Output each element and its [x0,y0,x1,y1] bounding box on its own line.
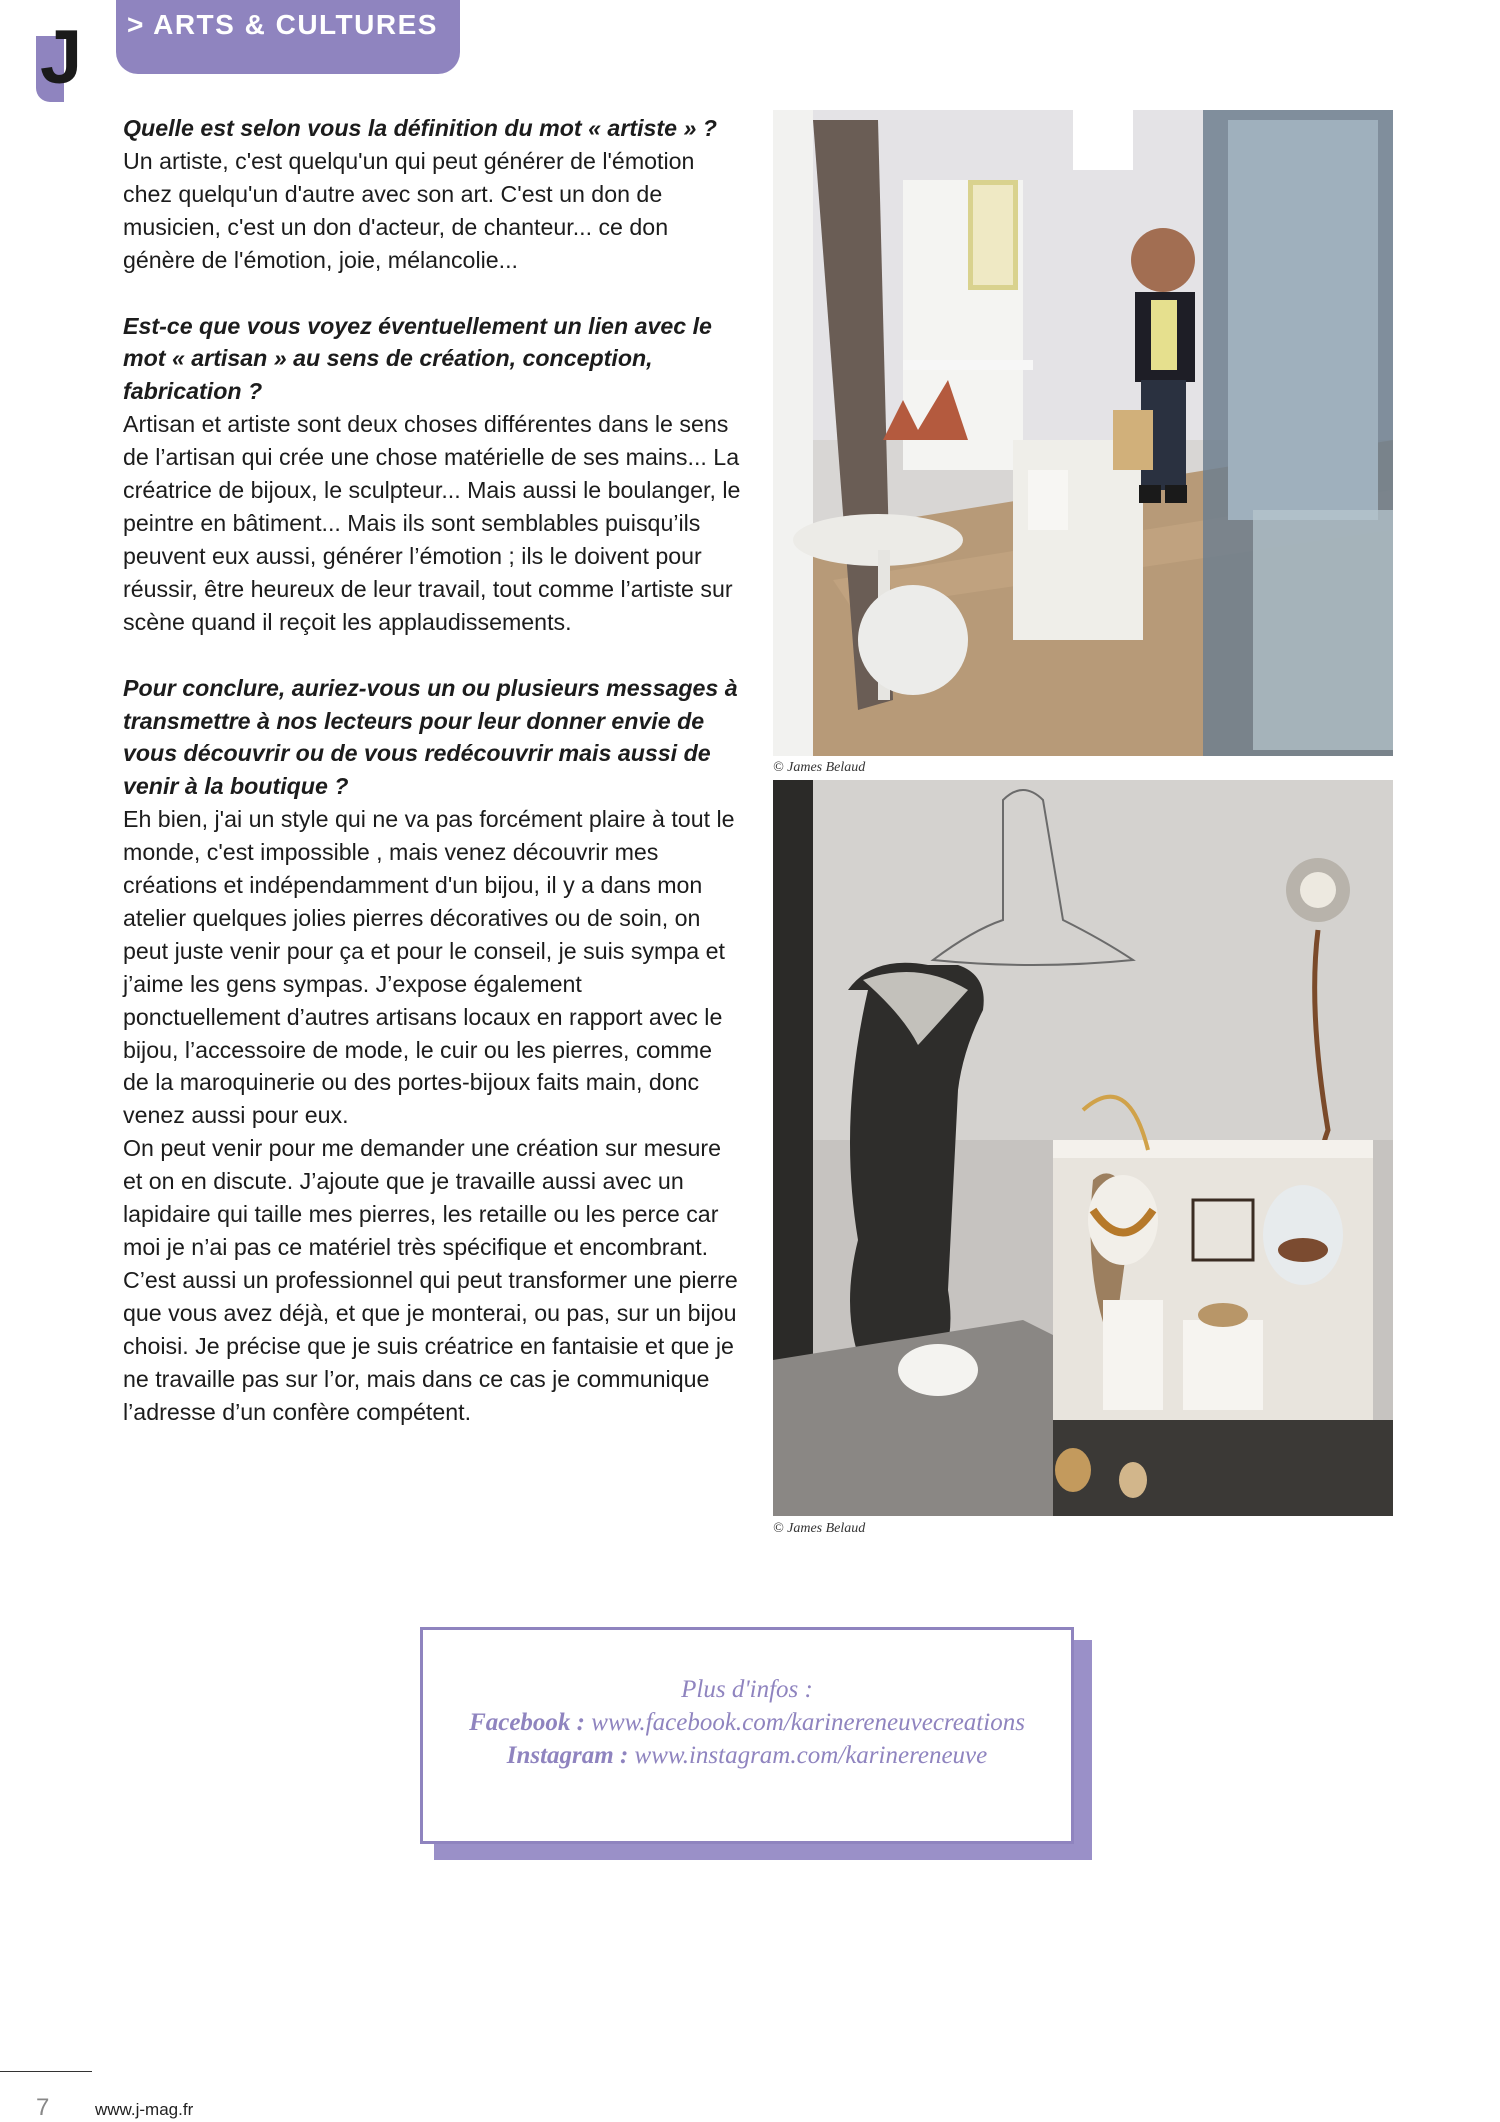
answer-3-paragraph-2: On peut venir pour me demander une création sur mesure et on en discute. J’ajoute que je travaille aussi avec un lapidaire qui taille mes pierres, les retaille ou les perce car moi je n’ai pas ce matériel très spécifique et encombrant. C’est aussi un professionnel qui peut transformer une pierre que vous avez déjà, et que je monterai, ou pas, sur un bijou choisi. Je précise que je suis créatrice en fantaisie et que je ne travaille pas sur l’or, mais dans ce cas je communique l’adresse d’un confère compétent. [123,1135,738,1425]
photo-credit-1: © James Belaud [773,760,866,775]
page-number: 7 [36,2094,50,2121]
info-title: Plus d'infos : [681,1676,813,1703]
jewelry-display-photo [773,780,1393,1516]
answer-3-paragraph-1: Eh bien, j'ai un style qui ne va pas forcément plaire à tout le monde, c'est impossible , mais venez découvrir mes créations et indépendamment d'un bijou, il y a dans mon atelier quelques jolies pierres décoratives ou de soin, on peut juste venir pour ça et pour le conseil, je suis sympa et j’aime les gens sympas. J’expose également ponctuellement d’autres artisans locaux en rapport avec le bijou, l’accessoire de mode, le cuir ou les pierres, comme de la maroquinerie ou des portes-bijoux faits main, donc venez aussi pour eux. [123,806,735,1129]
magazine-logo: J [40,15,83,100]
footer-rule [0,2071,92,2072]
instagram-line [423,1739,1071,1772]
question-1: Quelle est selon vous la définition du mot « artiste » ? [123,115,717,141]
info-box [420,1627,1074,1844]
article-body [123,112,741,1428]
facebook-link[interactable]: www.facebook.com/karinereneuvecreations [585,1709,1025,1736]
question-3: Pour conclure, auriez-vous un ou plusieurs messages à transmettre à nos lecteurs pour leur donner envie de vous découvrir ou de vous redécouvrir mais aussi de venir à la boutique ? [123,674,738,800]
shop-interior-photo [773,110,1393,756]
facebook-label: Facebook : [469,1709,586,1736]
facebook-line [423,1706,1071,1739]
section-label: > ARTS & CULTURES [127,9,438,40]
answer-1: Un artiste, c'est quelqu'un qui peut générer de l'émotion chez quelqu'un d'autre avec son art. C'est un don de musicien, c'est un don d'acteur, de chanteur... ce don génère de l'émotion, joie, mélancolie... [123,147,695,273]
answer-2: Artisan et artiste sont deux choses différentes dans le sens de l’artisan qui crée une chose matérielle de ses mains... La créatrice de bijoux, le sculpteur... Mais aussi le boulanger, le peintre en bâtiment... Mais ils sont semblables puisqu’ils peuvent eux aussi, générer l’émotion ; ils le doivent pour réussir, être heureux de leur travail, tout comme l’artiste sur scène quand il reçoit les applaudissements. [123,411,741,635]
question-2: Est-ce que vous voyez éventuellement un lien avec le mot « artisan » au sens de création, conception, fabrication ? [123,312,712,405]
photo-credit-2: © James Belaud [773,1521,866,1536]
website-link[interactable]: www.j-mag.fr [95,2100,194,2119]
instagram-link[interactable]: www.instagram.com/karinereneuve [628,1742,988,1769]
instagram-label: Instagram : [506,1742,629,1769]
